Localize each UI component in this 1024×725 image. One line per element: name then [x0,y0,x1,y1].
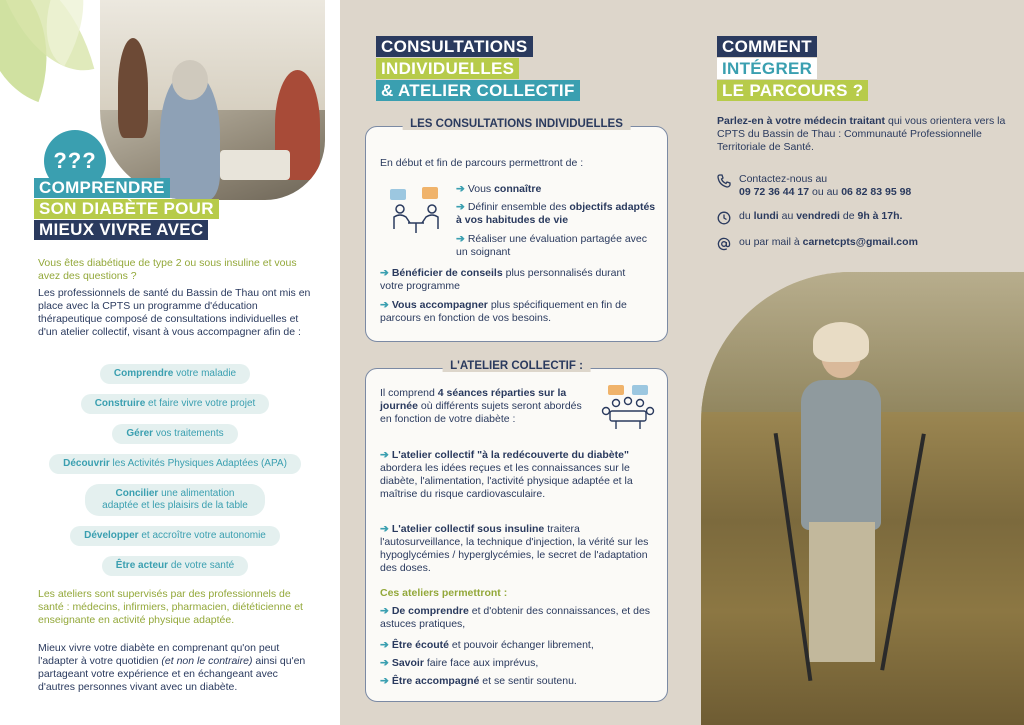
doctor-paragraph: Parlez-en à votre médecin traitant qui vous orientera vers la CPTS du Bassin de Thau : Communauté Professionnelle Territoriale de Santé. [717,115,1006,153]
center-panel [340,0,684,725]
consultation-icon [388,185,444,237]
phone-numbers: 09 72 36 44 17 ou au 06 82 83 95 98 [739,186,912,198]
benefits-title: Ces ateliers permettront : [380,587,508,599]
benefit-item: ➔ Savoir faire face aux imprévus, [380,657,539,669]
box-intro: En début et fin de parcours permettront de : [380,157,584,169]
consultation-item: ➔ Bénéficier de conseils plus personnalisés durant votre programme [380,267,626,292]
contact-label: Contactez-nous au [739,173,828,185]
email-contact: ou par mail à carnetcpts@gmail.com [717,236,918,249]
objective-pill: Comprendre votre maladie [100,364,250,384]
workshop-intro: Il comprend 4 séances réparties sur la journée où différents sujets seront abordés en fonction de votre diabète : [380,387,582,425]
arrow-icon: ➔ [456,201,465,213]
collective-workshop-box [365,360,668,702]
right-title [717,36,868,102]
objective-pill: Être acteur de votre santé [102,556,248,576]
closing-paragraph: Mieux vivre votre diabète en comprenant qu'on peut l'adapter à votre quotidien (et non le contraire) ainsi qu'en partageant votre expérience et en échangeant avec d'autres personnes vivant avec un diabète. [38,642,306,693]
right-title-line: INTÉGRER [717,58,817,79]
center-title [376,36,580,102]
arrow-icon: ➔ [380,449,389,461]
arrow-icon: ➔ [380,675,389,687]
box-label: LES CONSULTATIONS INDIVIDUELLES [402,118,631,130]
consultation-item: ➔ Réaliser une évaluation partagée avec un soignant [456,233,648,258]
benefit-item: ➔ De comprendre et d'obtenir des connaissances, et des astuces pratiques, [380,605,651,630]
arrow-icon: ➔ [380,657,389,669]
clock-icon [717,211,731,225]
supervision-paragraph: Les ateliers sont supervisés par des professionnels de santé : médecins, infirmiers, pharmacien, diététicienne et enseignante en activité physique adaptée. [38,588,303,626]
hiker-photo [701,272,1024,725]
left-title [34,178,219,241]
right-panel [684,0,1024,725]
benefit-item: ➔ Être accompagné et se sentir soutenu. [380,675,577,687]
arrow-icon: ➔ [380,605,389,617]
arrow-icon: ➔ [380,523,389,535]
intro-paragraph: Les professionnels de santé du Bassin de Thau ont mis en place avec la CPTS un programme d'éducation thérapeutique composé de consultations individuelles et d'un atelier collectif, visant à vous accompagner afin de : [38,287,311,338]
left-title-line: COMPRENDRE [34,178,170,198]
objective-pill: Gérer vos traitements [112,424,237,444]
objective-pill: Concilier une alimentation adaptée et les plaisirs de la table [85,484,265,516]
benefit-item: ➔ Être écouté et pouvoir échanger librement, [380,639,594,651]
box-label: L'ATELIER COLLECTIF : [442,360,591,372]
left-title-line: SON DIABÈTE POUR [34,199,219,219]
intro-question: Vous êtes diabétique de type 2 ou sous insuline et vous avez des questions ? [38,257,297,282]
center-title-line: INDIVIDUELLES [376,58,519,79]
center-title-line: & ATELIER COLLECTIF [376,80,580,101]
workshop-item: ➔ L'atelier collectif sous insuline traitera l'autosurveillance, la technique d'injection, la vérité sur les hypoglycémies / hyperglycémies, le secret de l'adaptation des doses. [380,523,649,574]
phone-icon [717,174,731,188]
workshop-item: ➔ L'atelier collectif "à la redécouverte du diabète" abordera les idées reçues et les connaissances sur le diabète, l'alimentation, l'activité physique adaptée et la maîtrise du risque cardiovasculaire. [380,449,633,500]
arrow-icon: ➔ [380,267,389,279]
arrow-icon: ➔ [380,299,389,311]
question-marks-bubble: ??? [44,130,106,192]
objective-pill: Découvrir les Activités Physiques Adaptées (APA) [49,454,301,474]
opening-hours: du lundi au vendredi de 9h à 17h. [717,210,902,223]
arrow-icon: ➔ [380,639,389,651]
objectives-list [30,364,320,586]
group-meeting-icon [598,383,658,431]
objective-pill: Développer et accroître votre autonomie [70,526,280,546]
arrow-icon: ➔ [456,233,465,245]
right-title-line: COMMENT [717,36,817,57]
center-title-line: CONSULTATIONS [376,36,533,57]
workshop-photo [100,0,325,200]
at-icon [717,237,731,251]
consultation-item: ➔ Vous connaître [456,183,542,195]
left-title-line: MIEUX VIVRE AVEC [34,220,208,240]
individual-consultations-box [365,118,668,342]
right-title-line: LE PARCOURS ? [717,80,868,101]
email-link[interactable]: carnetcpts@gmail.com [802,236,918,248]
left-panel [0,0,340,725]
consultation-item: ➔ Vous accompagner plus spécifiquement en fin de parcours en fonction de vos besoins. [380,299,627,324]
consultation-item: ➔ Définir ensemble des objectifs adaptés à vos habitudes de vie [456,201,656,226]
phone-contact [717,173,911,199]
objective-pill: Construire et faire vivre votre projet [81,394,270,414]
arrow-icon: ➔ [456,183,465,195]
